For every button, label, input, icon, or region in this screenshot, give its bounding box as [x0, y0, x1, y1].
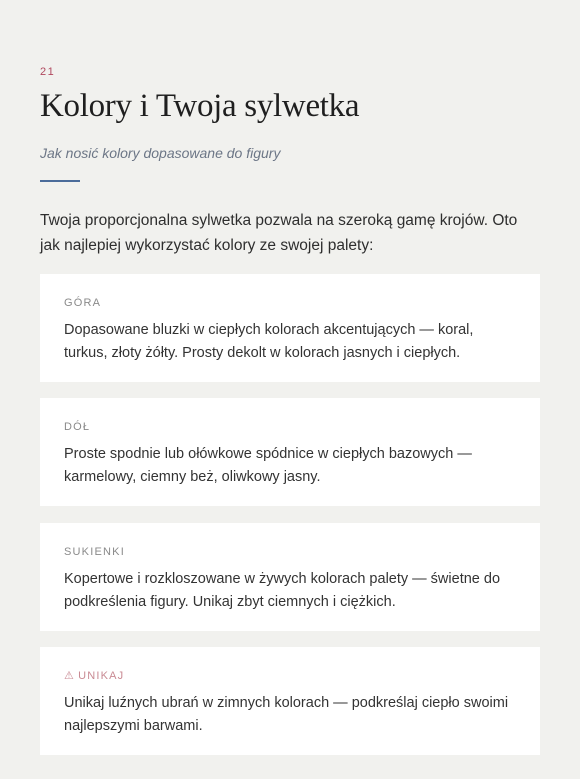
card-avoid [40, 647, 540, 755]
card-label: GÓRA [64, 297, 102, 309]
page-title: Kolory i Twoja sylwetka [40, 88, 360, 124]
accent-divider [40, 180, 80, 182]
card-text: Proste spodnie lub ołówkowe spódnice w ciepłych bazowych — karmelowy, ciemny beż, oliwkowy jasny. [64, 446, 472, 485]
intro-paragraph: Twoja proporcjonalna sylwetka pozwala na szeroką gamę krojów. Oto jak najlepiej wykorzystać kolory ze swojej palety: [40, 212, 518, 254]
page-subtitle: Jak nosić kolory dopasowane do figury [40, 145, 281, 161]
card-text: Kopertowe i rozkloszowane w żywych kolorach palety — świetne do podkreślenia figury. Unikaj zbyt ciemnych i ciężkich. [64, 571, 501, 610]
warning-icon: ⚠ [64, 670, 76, 682]
card-label-avoid [64, 669, 516, 683]
card-dresses [40, 523, 540, 631]
page-number: 21 [40, 66, 56, 78]
card-bottom [40, 398, 540, 506]
card-label-text: UNIKAJ [78, 670, 125, 682]
card-top [40, 274, 540, 382]
card-text: Dopasowane bluzki w ciepłych kolorach akcentujących — koral, turkus, złoty żółty. Prosty dekolt w kolorach jasnych i ciepłych. [64, 322, 474, 361]
card-text: Unikaj luźnych ubrań w zimnych kolorach — podkreślaj ciepło swoimi najlepszymi barwami. [64, 695, 509, 734]
card-label: SUKIENKI [64, 546, 125, 558]
card-label: DÓŁ [64, 421, 91, 433]
